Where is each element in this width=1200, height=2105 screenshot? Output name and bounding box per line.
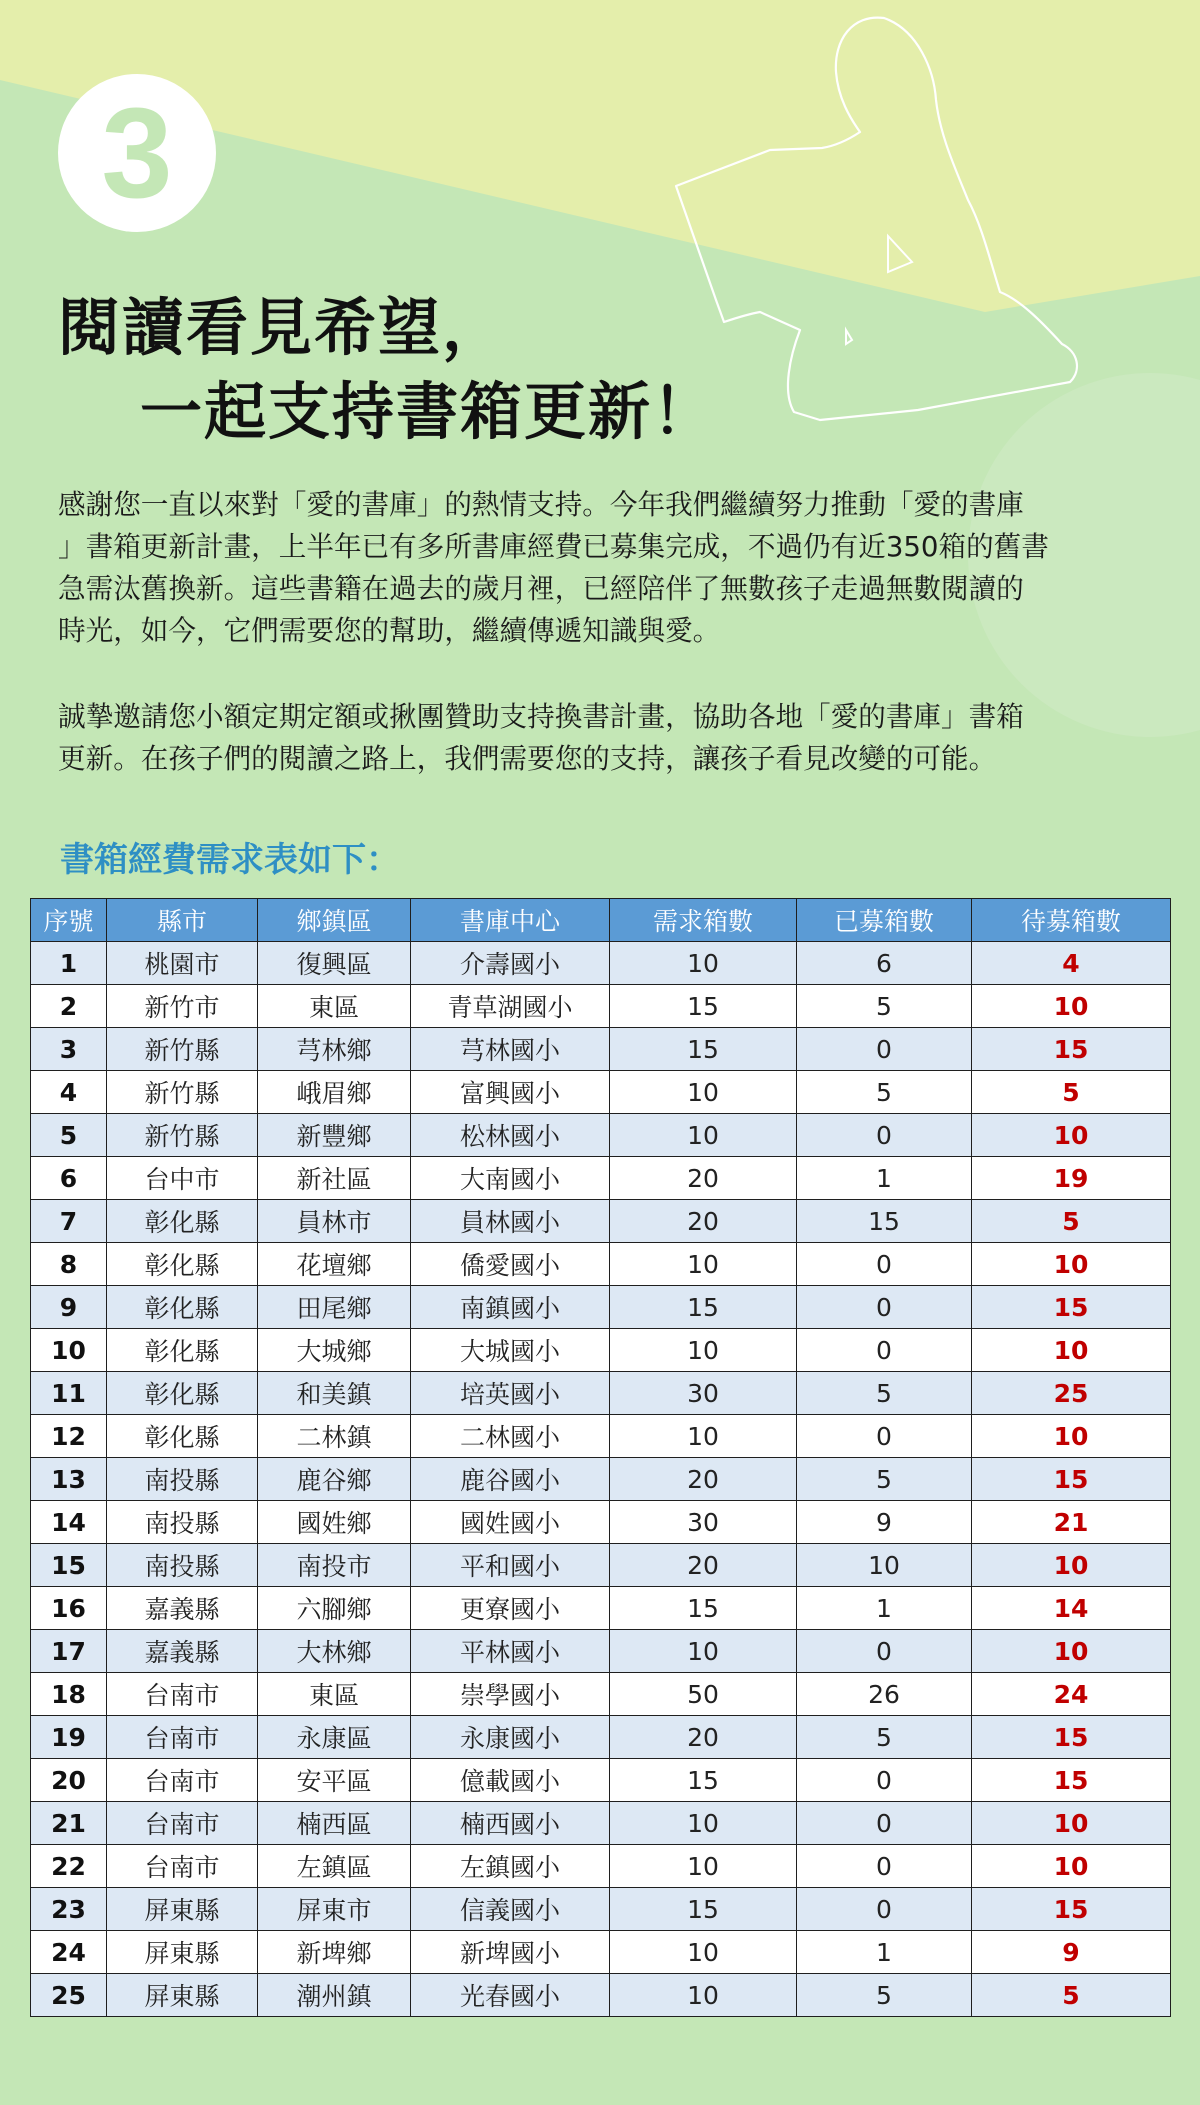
cell-raised: 10 [797,1544,972,1587]
cell-library-center: 平和國小 [411,1544,610,1587]
cell-district: 大林鄉 [258,1630,411,1673]
cell-required: 10 [610,1845,797,1888]
cell-raised: 0 [797,1243,972,1286]
cell-district: 東區 [258,985,411,1028]
cell-remaining: 5 [972,1974,1171,2017]
cell-remaining: 15 [972,1888,1171,1931]
section-number-badge: 3 [58,74,216,232]
cell-raised: 1 [797,1931,972,1974]
cell-city: 彰化縣 [107,1286,258,1329]
cell-remaining: 10 [972,985,1171,1028]
cell-required: 20 [610,1716,797,1759]
cell-district: 芎林鄉 [258,1028,411,1071]
cell-raised: 0 [797,1802,972,1845]
cell-no: 17 [31,1630,107,1673]
cell-district: 田尾鄉 [258,1286,411,1329]
cell-raised: 9 [797,1501,972,1544]
cell-remaining: 9 [972,1931,1171,1974]
cell-city: 新竹縣 [107,1114,258,1157]
cell-required: 10 [610,1974,797,2017]
cell-required: 10 [610,1415,797,1458]
cell-library-center: 介壽國小 [411,942,610,985]
cell-remaining: 10 [972,1114,1171,1157]
cell-city: 彰化縣 [107,1243,258,1286]
cell-raised: 0 [797,1114,972,1157]
cell-raised: 1 [797,1157,972,1200]
paragraph-line: 更新。在孩子們的閱讀之路上，我們需要您的支持，讓孩子看見改變的可能。 [58,742,997,775]
cell-library-center: 鹿谷國小 [411,1458,610,1501]
table-row [31,1071,1171,1114]
cell-district: 潮州鎮 [258,1974,411,2017]
cell-library-center: 新埤國小 [411,1931,610,1974]
cell-library-center: 大南國小 [411,1157,610,1200]
cell-remaining: 10 [972,1544,1171,1587]
cell-no: 8 [31,1243,107,1286]
header-city: 縣市 [107,899,258,942]
table-row [31,1501,1171,1544]
paragraph-line: 」書箱更新計畫，上半年已有多所書庫經費已募集完成，不過仍有近350箱的舊書 [58,530,1049,563]
cell-no: 21 [31,1802,107,1845]
cell-no: 2 [31,985,107,1028]
header-library-center: 書庫中心 [411,899,610,942]
cell-remaining: 5 [972,1200,1171,1243]
cell-raised: 0 [797,1415,972,1458]
table-row [31,985,1171,1028]
cell-district: 峨眉鄉 [258,1071,411,1114]
cell-city: 彰化縣 [107,1415,258,1458]
table-body [31,942,1171,2017]
cell-district: 花壇鄉 [258,1243,411,1286]
cell-city: 台南市 [107,1673,258,1716]
cell-no: 5 [31,1114,107,1157]
cell-library-center: 二林國小 [411,1415,610,1458]
cell-no: 10 [31,1329,107,1372]
cell-district: 屏東市 [258,1888,411,1931]
cell-remaining: 15 [972,1458,1171,1501]
cell-district: 新豐鄉 [258,1114,411,1157]
cell-required: 20 [610,1458,797,1501]
cell-library-center: 南鎮國小 [411,1286,610,1329]
cell-raised: 0 [797,1286,972,1329]
cell-raised: 15 [797,1200,972,1243]
cell-remaining: 15 [972,1716,1171,1759]
cell-district: 楠西區 [258,1802,411,1845]
cell-city: 嘉義縣 [107,1630,258,1673]
cell-city: 新竹縣 [107,1071,258,1114]
cell-raised: 26 [797,1673,972,1716]
cell-no: 7 [31,1200,107,1243]
cell-city: 屏東縣 [107,1888,258,1931]
cell-raised: 5 [797,1071,972,1114]
cell-no: 22 [31,1845,107,1888]
cell-remaining: 19 [972,1157,1171,1200]
paragraph-line: 急需汰舊換新。這些書籍在過去的歲月裡，已經陪伴了無數孩子走過無數閱讀的 [58,572,1024,605]
table-row [31,1802,1171,1845]
cell-city: 台南市 [107,1845,258,1888]
cell-district: 新社區 [258,1157,411,1200]
table-row [31,1200,1171,1243]
intro-paragraph-2 [58,696,1138,780]
cell-raised: 5 [797,1458,972,1501]
cell-library-center: 左鎮國小 [411,1845,610,1888]
cell-no: 6 [31,1157,107,1200]
cell-city: 南投縣 [107,1458,258,1501]
cell-library-center: 信義國小 [411,1888,610,1931]
cell-library-center: 富興國小 [411,1071,610,1114]
paragraph-line: 誠摯邀請您小額定期定額或揪團贊助支持換書計畫，協助各地「愛的書庫」書箱 [58,700,1024,733]
cell-library-center: 培英國小 [411,1372,610,1415]
cell-remaining: 10 [972,1329,1171,1372]
cell-required: 10 [610,1114,797,1157]
cell-district: 國姓鄉 [258,1501,411,1544]
cell-required: 30 [610,1372,797,1415]
cell-library-center: 芎林國小 [411,1028,610,1071]
cell-no: 1 [31,942,107,985]
cell-city: 嘉義縣 [107,1587,258,1630]
cell-remaining: 15 [972,1286,1171,1329]
cell-no: 14 [31,1501,107,1544]
cell-library-center: 永康國小 [411,1716,610,1759]
cell-city: 台中市 [107,1157,258,1200]
table-row [31,1458,1171,1501]
book-box-funding-table [30,898,1171,2017]
cell-district: 鹿谷鄉 [258,1458,411,1501]
table-row [31,1587,1171,1630]
table-row [31,1759,1171,1802]
cell-library-center: 大城國小 [411,1329,610,1372]
cell-required: 10 [610,1329,797,1372]
table-row [31,1415,1171,1458]
paragraph-line: 感謝您一直以來對「愛的書庫」的熱情支持。今年我們繼續努力推動「愛的書庫 [58,488,1024,521]
cell-no: 3 [31,1028,107,1071]
cell-district: 左鎮區 [258,1845,411,1888]
cell-raised: 0 [797,1888,972,1931]
header-raised-boxes: 已募箱數 [797,899,972,942]
cell-required: 20 [610,1200,797,1243]
table-row [31,1157,1171,1200]
cell-required: 20 [610,1157,797,1200]
cell-no: 25 [31,1974,107,2017]
cell-city: 屏東縣 [107,1974,258,2017]
table-row [31,1544,1171,1587]
table-row [31,1372,1171,1415]
cell-remaining: 21 [972,1501,1171,1544]
cell-raised: 5 [797,1716,972,1759]
cell-city: 彰化縣 [107,1200,258,1243]
header-remaining-boxes: 待募箱數 [972,899,1171,942]
cell-raised: 0 [797,1845,972,1888]
header-no: 序號 [31,899,107,942]
cell-library-center: 松林國小 [411,1114,610,1157]
cell-remaining: 10 [972,1630,1171,1673]
table-row [31,1630,1171,1673]
cell-required: 10 [610,1071,797,1114]
cell-city: 新竹縣 [107,1028,258,1071]
cell-library-center: 更寮國小 [411,1587,610,1630]
cell-required: 10 [610,1243,797,1286]
table-row [31,1845,1171,1888]
title-line-2: 一起支持書箱更新！ [140,375,717,448]
table-row [31,1931,1171,1974]
cell-no: 23 [31,1888,107,1931]
cell-city: 台南市 [107,1759,258,1802]
table-row [31,1329,1171,1372]
cell-remaining: 24 [972,1673,1171,1716]
cell-required: 10 [610,1931,797,1974]
cell-required: 15 [610,1888,797,1931]
cell-remaining: 10 [972,1802,1171,1845]
cell-district: 南投市 [258,1544,411,1587]
cell-no: 24 [31,1931,107,1974]
cell-library-center: 平林國小 [411,1630,610,1673]
table-heading: 書箱經費需求表如下： [60,840,400,880]
cell-no: 16 [31,1587,107,1630]
cell-raised: 5 [797,1372,972,1415]
cell-city: 台南市 [107,1716,258,1759]
cell-library-center: 員林國小 [411,1200,610,1243]
table-row [31,1974,1171,2017]
cell-raised: 6 [797,942,972,985]
cell-library-center: 光春國小 [411,1974,610,2017]
table-row [31,1028,1171,1071]
header-required-boxes: 需求箱數 [610,899,797,942]
cell-library-center: 億載國小 [411,1759,610,1802]
table-header-row [31,899,1171,942]
cell-raised: 0 [797,1329,972,1372]
header-district: 鄉鎮區 [258,899,411,942]
table-row [31,1286,1171,1329]
cell-raised: 0 [797,1759,972,1802]
table-row [31,1716,1171,1759]
cell-required: 15 [610,1286,797,1329]
cell-district: 東區 [258,1673,411,1716]
cell-district: 安平區 [258,1759,411,1802]
cell-required: 10 [610,1802,797,1845]
cell-library-center: 僑愛國小 [411,1243,610,1286]
table-row [31,942,1171,985]
cell-district: 二林鎮 [258,1415,411,1458]
cell-required: 20 [610,1544,797,1587]
cell-city: 南投縣 [107,1501,258,1544]
cell-library-center: 國姓國小 [411,1501,610,1544]
cell-no: 9 [31,1286,107,1329]
cell-district: 六腳鄉 [258,1587,411,1630]
cell-district: 復興區 [258,942,411,985]
cell-raised: 0 [797,1028,972,1071]
cell-remaining: 5 [972,1071,1171,1114]
cell-no: 18 [31,1673,107,1716]
cell-no: 4 [31,1071,107,1114]
cell-remaining: 14 [972,1587,1171,1630]
cell-raised: 0 [797,1630,972,1673]
cell-required: 30 [610,1501,797,1544]
cell-no: 13 [31,1458,107,1501]
table-row [31,1243,1171,1286]
cell-remaining: 10 [972,1243,1171,1286]
cell-raised: 5 [797,1974,972,2017]
cell-city: 彰化縣 [107,1372,258,1415]
cell-remaining: 25 [972,1372,1171,1415]
paragraph-line: 時光，如今，它們需要您的幫助，繼續傳遞知識與愛。 [58,614,721,647]
cell-library-center: 崇學國小 [411,1673,610,1716]
intro-paragraph-1 [58,484,1138,652]
cell-raised: 5 [797,985,972,1028]
cell-library-center: 楠西國小 [411,1802,610,1845]
cell-required: 10 [610,942,797,985]
cell-no: 15 [31,1544,107,1587]
cell-raised: 1 [797,1587,972,1630]
cell-no: 19 [31,1716,107,1759]
cell-city: 屏東縣 [107,1931,258,1974]
cell-required: 10 [610,1630,797,1673]
cell-district: 大城鄉 [258,1329,411,1372]
cell-no: 11 [31,1372,107,1415]
cell-remaining: 15 [972,1028,1171,1071]
cell-required: 50 [610,1673,797,1716]
cell-city: 彰化縣 [107,1329,258,1372]
title-line-1: 閱讀看見希望， [58,291,507,364]
cell-city: 桃園市 [107,942,258,985]
table-row [31,1888,1171,1931]
cell-no: 20 [31,1759,107,1802]
cell-remaining: 10 [972,1845,1171,1888]
cell-required: 15 [610,985,797,1028]
table-row [31,1673,1171,1716]
cell-required: 15 [610,1028,797,1071]
cell-remaining: 4 [972,942,1171,985]
table-row [31,1114,1171,1157]
cell-remaining: 15 [972,1759,1171,1802]
cell-required: 15 [610,1759,797,1802]
cell-required: 15 [610,1587,797,1630]
cell-district: 新埤鄉 [258,1931,411,1974]
cell-city: 台南市 [107,1802,258,1845]
cell-district: 和美鎮 [258,1372,411,1415]
cell-city: 南投縣 [107,1544,258,1587]
cell-remaining: 10 [972,1415,1171,1458]
cell-no: 12 [31,1415,107,1458]
cell-district: 永康區 [258,1716,411,1759]
cell-city: 新竹市 [107,985,258,1028]
cell-district: 員林市 [258,1200,411,1243]
cell-library-center: 青草湖國小 [411,985,610,1028]
